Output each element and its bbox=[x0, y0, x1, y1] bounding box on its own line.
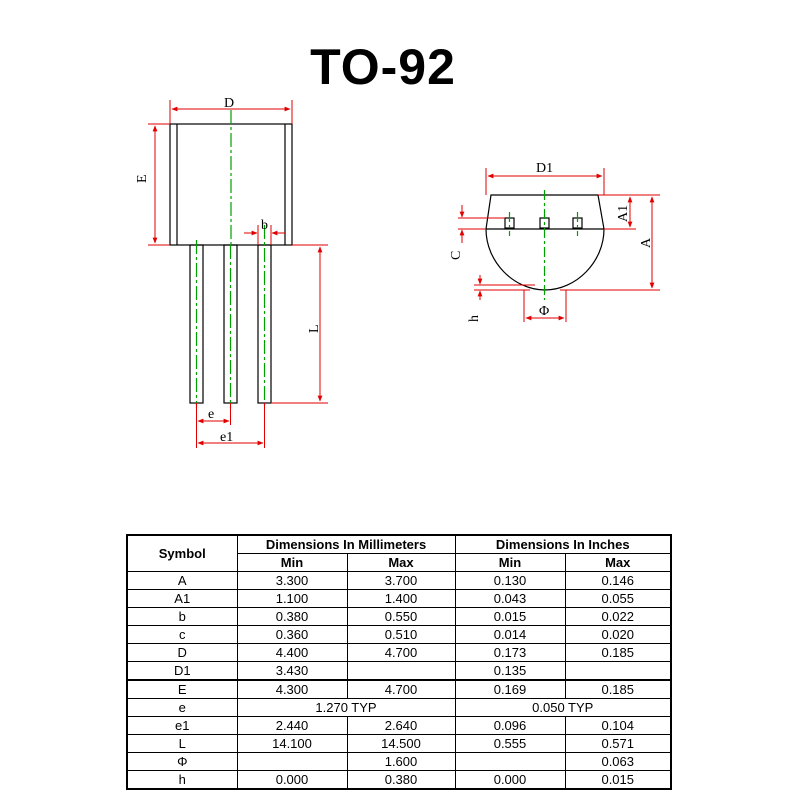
cell-symbol: A bbox=[127, 572, 237, 590]
cell-in-min: 0.096 bbox=[455, 717, 565, 735]
cell-in-max: 0.020 bbox=[565, 626, 671, 644]
cell-in-max: 0.063 bbox=[565, 753, 671, 771]
table-row bbox=[127, 771, 671, 790]
cell-mm-min: 1.100 bbox=[237, 590, 347, 608]
label-D: D bbox=[224, 96, 235, 111]
cell-symbol: e1 bbox=[127, 717, 237, 735]
table-row bbox=[127, 753, 671, 771]
cell-in-min: 0.015 bbox=[455, 608, 565, 626]
cell-symbol: D bbox=[127, 644, 237, 662]
cell-mm-min: 0.360 bbox=[237, 626, 347, 644]
cell-mm-min: 3.300 bbox=[237, 572, 347, 590]
cell-in-max: 0.571 bbox=[565, 735, 671, 753]
table-row bbox=[127, 735, 671, 753]
cell-in-max: 0.055 bbox=[565, 590, 671, 608]
cell-mm-max: 1.400 bbox=[347, 590, 455, 608]
cell-mm-max: 0.550 bbox=[347, 608, 455, 626]
cell-in-min: 0.014 bbox=[455, 626, 565, 644]
cell-mm-max: 0.510 bbox=[347, 626, 455, 644]
cell-mm-max: 1.600 bbox=[347, 753, 455, 771]
cell-symbol: b bbox=[127, 608, 237, 626]
cell-symbol: e bbox=[127, 699, 237, 717]
in-max-header: Max bbox=[565, 554, 671, 572]
table-row bbox=[127, 644, 671, 662]
cell-mm-min: 4.300 bbox=[237, 680, 347, 699]
in-header: Dimensions In Inches bbox=[455, 535, 671, 554]
mm-header: Dimensions In Millimeters bbox=[237, 535, 455, 554]
cell-symbol: A1 bbox=[127, 590, 237, 608]
cell-in-max: 0.146 bbox=[565, 572, 671, 590]
label-D1: D1 bbox=[536, 161, 554, 176]
cell-mm-max: 3.700 bbox=[347, 572, 455, 590]
cell-mm-typ: 1.270 TYP bbox=[237, 699, 455, 717]
cell-mm-max: 4.700 bbox=[347, 680, 455, 699]
label-b: b bbox=[261, 218, 268, 233]
cell-in-max: 0.185 bbox=[565, 680, 671, 699]
table-row bbox=[127, 699, 671, 717]
symbol-header: Symbol bbox=[127, 535, 237, 572]
cell-mm-min: 0.000 bbox=[237, 771, 347, 790]
cell-in-max: 0.015 bbox=[565, 771, 671, 790]
label-C: C bbox=[449, 250, 464, 260]
cell-mm-max: 14.500 bbox=[347, 735, 455, 753]
cell-mm-min: 4.400 bbox=[237, 644, 347, 662]
label-e1: e1 bbox=[220, 430, 234, 445]
cell-in-min: 0.000 bbox=[455, 771, 565, 790]
cell-in-max: 0.104 bbox=[565, 717, 671, 735]
cell-in-min: 0.043 bbox=[455, 590, 565, 608]
mm-max-header: Max bbox=[347, 554, 455, 572]
label-L: L bbox=[307, 324, 322, 333]
cell-symbol: c bbox=[127, 626, 237, 644]
cell-symbol: L bbox=[127, 735, 237, 753]
label-A1: A1 bbox=[616, 204, 631, 222]
table-header-row bbox=[127, 535, 671, 554]
cell-in-max: 0.185 bbox=[565, 644, 671, 662]
cell-mm-max: 2.640 bbox=[347, 717, 455, 735]
front-dimensions bbox=[148, 100, 328, 448]
table-row bbox=[127, 608, 671, 626]
cell-symbol: Φ bbox=[127, 753, 237, 771]
cell-in-min: 0.135 bbox=[455, 662, 565, 681]
table-row bbox=[127, 680, 671, 699]
cell-mm-min: 14.100 bbox=[237, 735, 347, 753]
mm-min-header: Min bbox=[237, 554, 347, 572]
table-row bbox=[127, 572, 671, 590]
label-e: e bbox=[208, 407, 215, 422]
table-row bbox=[127, 590, 671, 608]
in-min-header: Min bbox=[455, 554, 565, 572]
page-title: TO-92 bbox=[310, 39, 456, 95]
table-row bbox=[127, 626, 671, 644]
cell-symbol: D1 bbox=[127, 662, 237, 681]
label-h: h bbox=[467, 315, 482, 322]
front-labels bbox=[135, 96, 322, 445]
table-row bbox=[127, 662, 671, 681]
cell-symbol: h bbox=[127, 771, 237, 790]
cell-in-typ: 0.050 TYP bbox=[455, 699, 671, 717]
label-E: E bbox=[135, 174, 150, 183]
cell-in-min bbox=[455, 753, 565, 771]
cell-mm-min: 3.430 bbox=[237, 662, 347, 681]
label-A: A bbox=[639, 237, 654, 248]
front-centerlines bbox=[197, 110, 265, 408]
dimensions-table bbox=[126, 534, 672, 790]
cell-mm-min bbox=[237, 753, 347, 771]
cell-mm-max: 4.700 bbox=[347, 644, 455, 662]
cell-mm-max bbox=[347, 662, 455, 681]
cell-in-max bbox=[565, 662, 671, 681]
cell-in-min: 0.130 bbox=[455, 572, 565, 590]
label-phi: Φ bbox=[539, 304, 550, 319]
cell-in-min: 0.169 bbox=[455, 680, 565, 699]
table-row bbox=[127, 717, 671, 735]
cell-mm-min: 0.380 bbox=[237, 608, 347, 626]
cell-mm-max: 0.380 bbox=[347, 771, 455, 790]
cell-symbol: E bbox=[127, 680, 237, 699]
cell-in-min: 0.173 bbox=[455, 644, 565, 662]
cell-in-max: 0.022 bbox=[565, 608, 671, 626]
cell-mm-min: 2.440 bbox=[237, 717, 347, 735]
cell-in-min: 0.555 bbox=[455, 735, 565, 753]
